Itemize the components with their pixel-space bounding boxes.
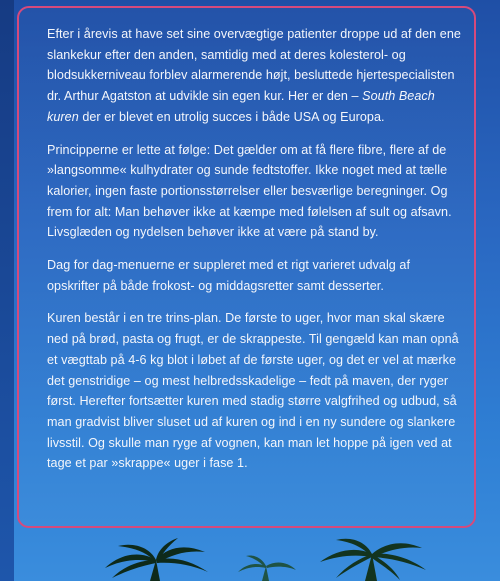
paragraph-2-text: Principperne er lette at følge: Det gælder om at få flere fibre, flere af de »langsomme« kulhydrater og sunde fedtstoffer. Ikke noget med at tælle kalorier, ingen faste portionsstørrelser eller besværlige beregninger. Og frem for alt: Man behøver ikke at kæmpe med følelsen af sult og afsavn. Livsglæden og nydelsen behøver ikke at være på stand by. — [47, 142, 452, 240]
palm-trees-silhouette — [0, 520, 500, 581]
paragraph-1-book-title: South Beach kuren — [47, 89, 435, 124]
paragraph-1-text-b: der er blevet en utrolig succes i både USA og Europa. — [78, 109, 385, 124]
paragraph-4-text: Kuren består i en tre trins-plan. De første to uger, hvor man skal skære ned på brød, pasta og frugt, er de skrappeste. Til gengæld kan man opnå et vægttab på 4-6 kg blot i løbet af de første uger, og det er vel at mærke det genstridige – og mest helbredsskadelige – fedt på maven, der ryger først. Herefter fortsætter kuren med stadig større valgfrihed og udbud, så man gradvist bliver sluset ud af kuren og ind i en ny sundere og slankere livsstil. Og skulle man ryge af vognen, kan man let hoppe på igen ved at tage et par »skrappe« uger i fase 1. — [47, 311, 459, 471]
paragraph-1 — [47, 24, 462, 128]
paragraph-3-text: Dag for dag-menuerne er suppleret med et rigt varieret udvalg af opskrifter på både frokost- og middagsretter samt desserter. — [47, 258, 411, 293]
paragraph-1-text-a: Efter i årevis at have set sine overvægtige patienter droppe ud af den ene slankekur efter den anden, samtidig med at deres kolesterol- og blodsukkerniveau forblev alarmerende højt, besluttede hjertespecialisten dr. Arthur Agatston at udvikle sin egen kur. Her er den – — [47, 27, 461, 104]
paragraph-2 — [47, 140, 462, 244]
spine-edge — [0, 0, 14, 581]
paragraph-4 — [47, 308, 462, 474]
paragraph-3 — [47, 255, 462, 296]
blurb-frame — [17, 6, 476, 528]
